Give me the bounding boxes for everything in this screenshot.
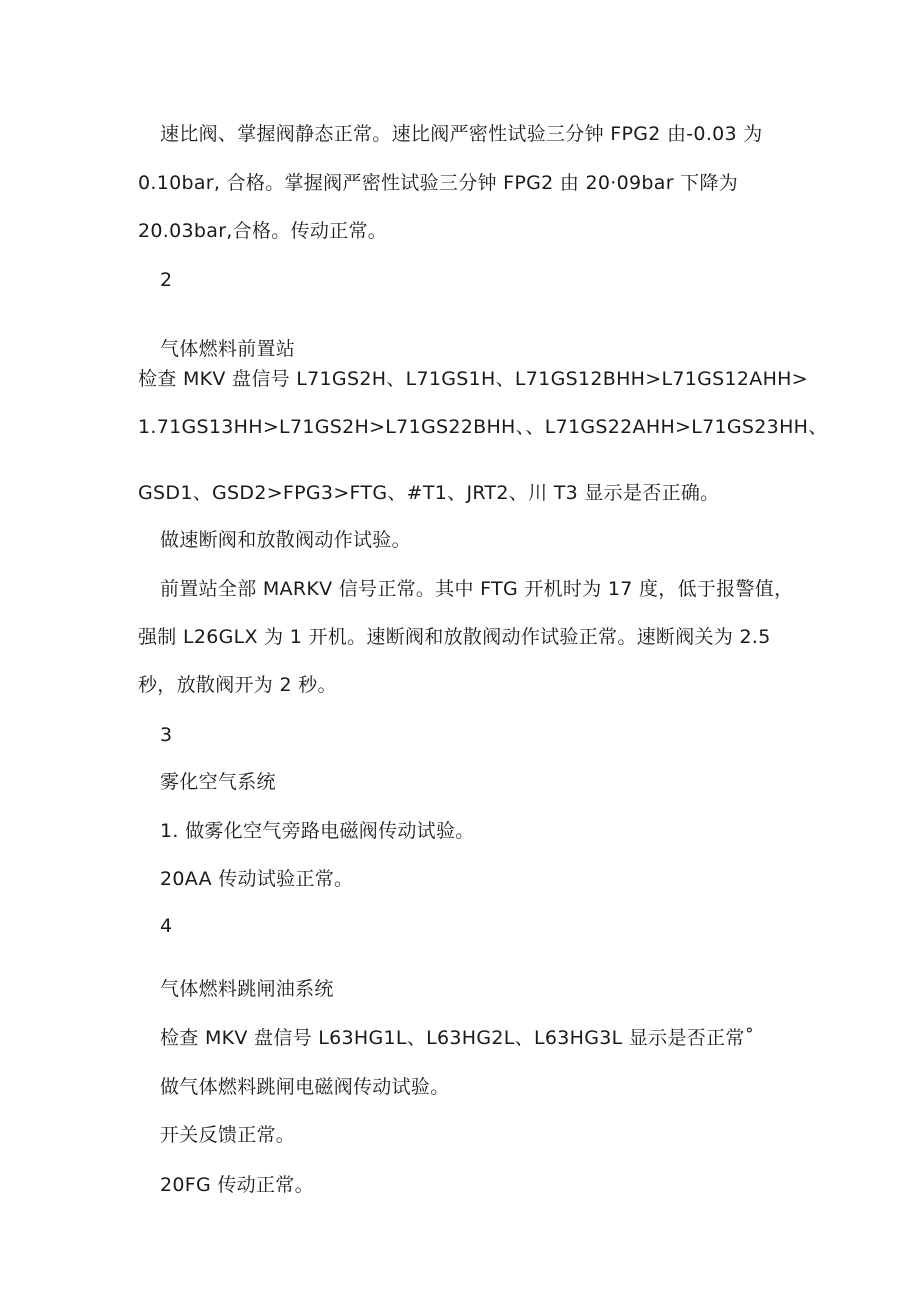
paragraph-line-8: GSD1、GSD2>FPG3>FTG、#T1、JRT2、川 T3 显示是否正确。: [138, 482, 720, 504]
paragraph-line-3: 20.03bar,合格。传动正常。: [138, 220, 388, 242]
section-number-2: 2: [160, 269, 173, 291]
paragraph-line-9: 做速断阀和放散阀动作试验。: [160, 529, 411, 551]
paragraph-line-20: 做气体燃料跳闸电磁阀传动试验。: [160, 1076, 450, 1098]
paragraph-line-6: 检查 MKV 盘信号 L71GS2H、L71GS1H、L71GS12BHH>L71GS12AHH>: [138, 368, 808, 390]
paragraph-line-12: 秒，放散阀开为 2 秒。: [138, 674, 337, 696]
paragraph-line-22: 20FG 传动正常。: [160, 1174, 314, 1196]
section-number-4: 4: [160, 915, 173, 937]
paragraph-line-15: 1. 做雾化空气旁路电磁阀传动试验。: [160, 820, 475, 842]
paragraph-line-1: 速比阀、掌握阀静态正常。速比阀严密性试验三分钟 FPG2 由-0.03 为: [160, 123, 763, 145]
paragraph-line-11: 强制 L26GLX 为 1 开机。速断阀和放散阀动作试验正常。速断阀关为 2.5: [138, 626, 771, 648]
paragraph-line-7: 1.71GS13HH>L71GS2H>L71GS22BHH、、L71GS22AHH>L71GS23HH、: [138, 416, 828, 438]
section-title-gas-fuel-station: 气体燃料前置站: [160, 338, 296, 360]
section-title-gas-fuel-trip-oil: 气体燃料跳闸油系统: [160, 978, 334, 1000]
paragraph-line-21: 开关反馈正常。: [160, 1124, 296, 1146]
paragraph-line-10: 前置站全部 MARKV 信号正常。其中 FTG 开机时为 17 度，低于报警值，: [160, 578, 794, 600]
paragraph-line-19: 检查 MKV 盘信号 L63HG1L、L63HG2L、L63HG3L 显示是否正常˚: [160, 1027, 755, 1049]
section-title-atomizing-air: 雾化空气系统: [160, 771, 276, 793]
section-number-3: 3: [160, 724, 173, 746]
paragraph-line-16: 20AA 传动试验正常。: [160, 868, 354, 890]
paragraph-line-2: 0.10bar, 合格。掌握阀严密性试验三分钟 FPG2 由 20·09bar 下降为: [138, 172, 739, 194]
